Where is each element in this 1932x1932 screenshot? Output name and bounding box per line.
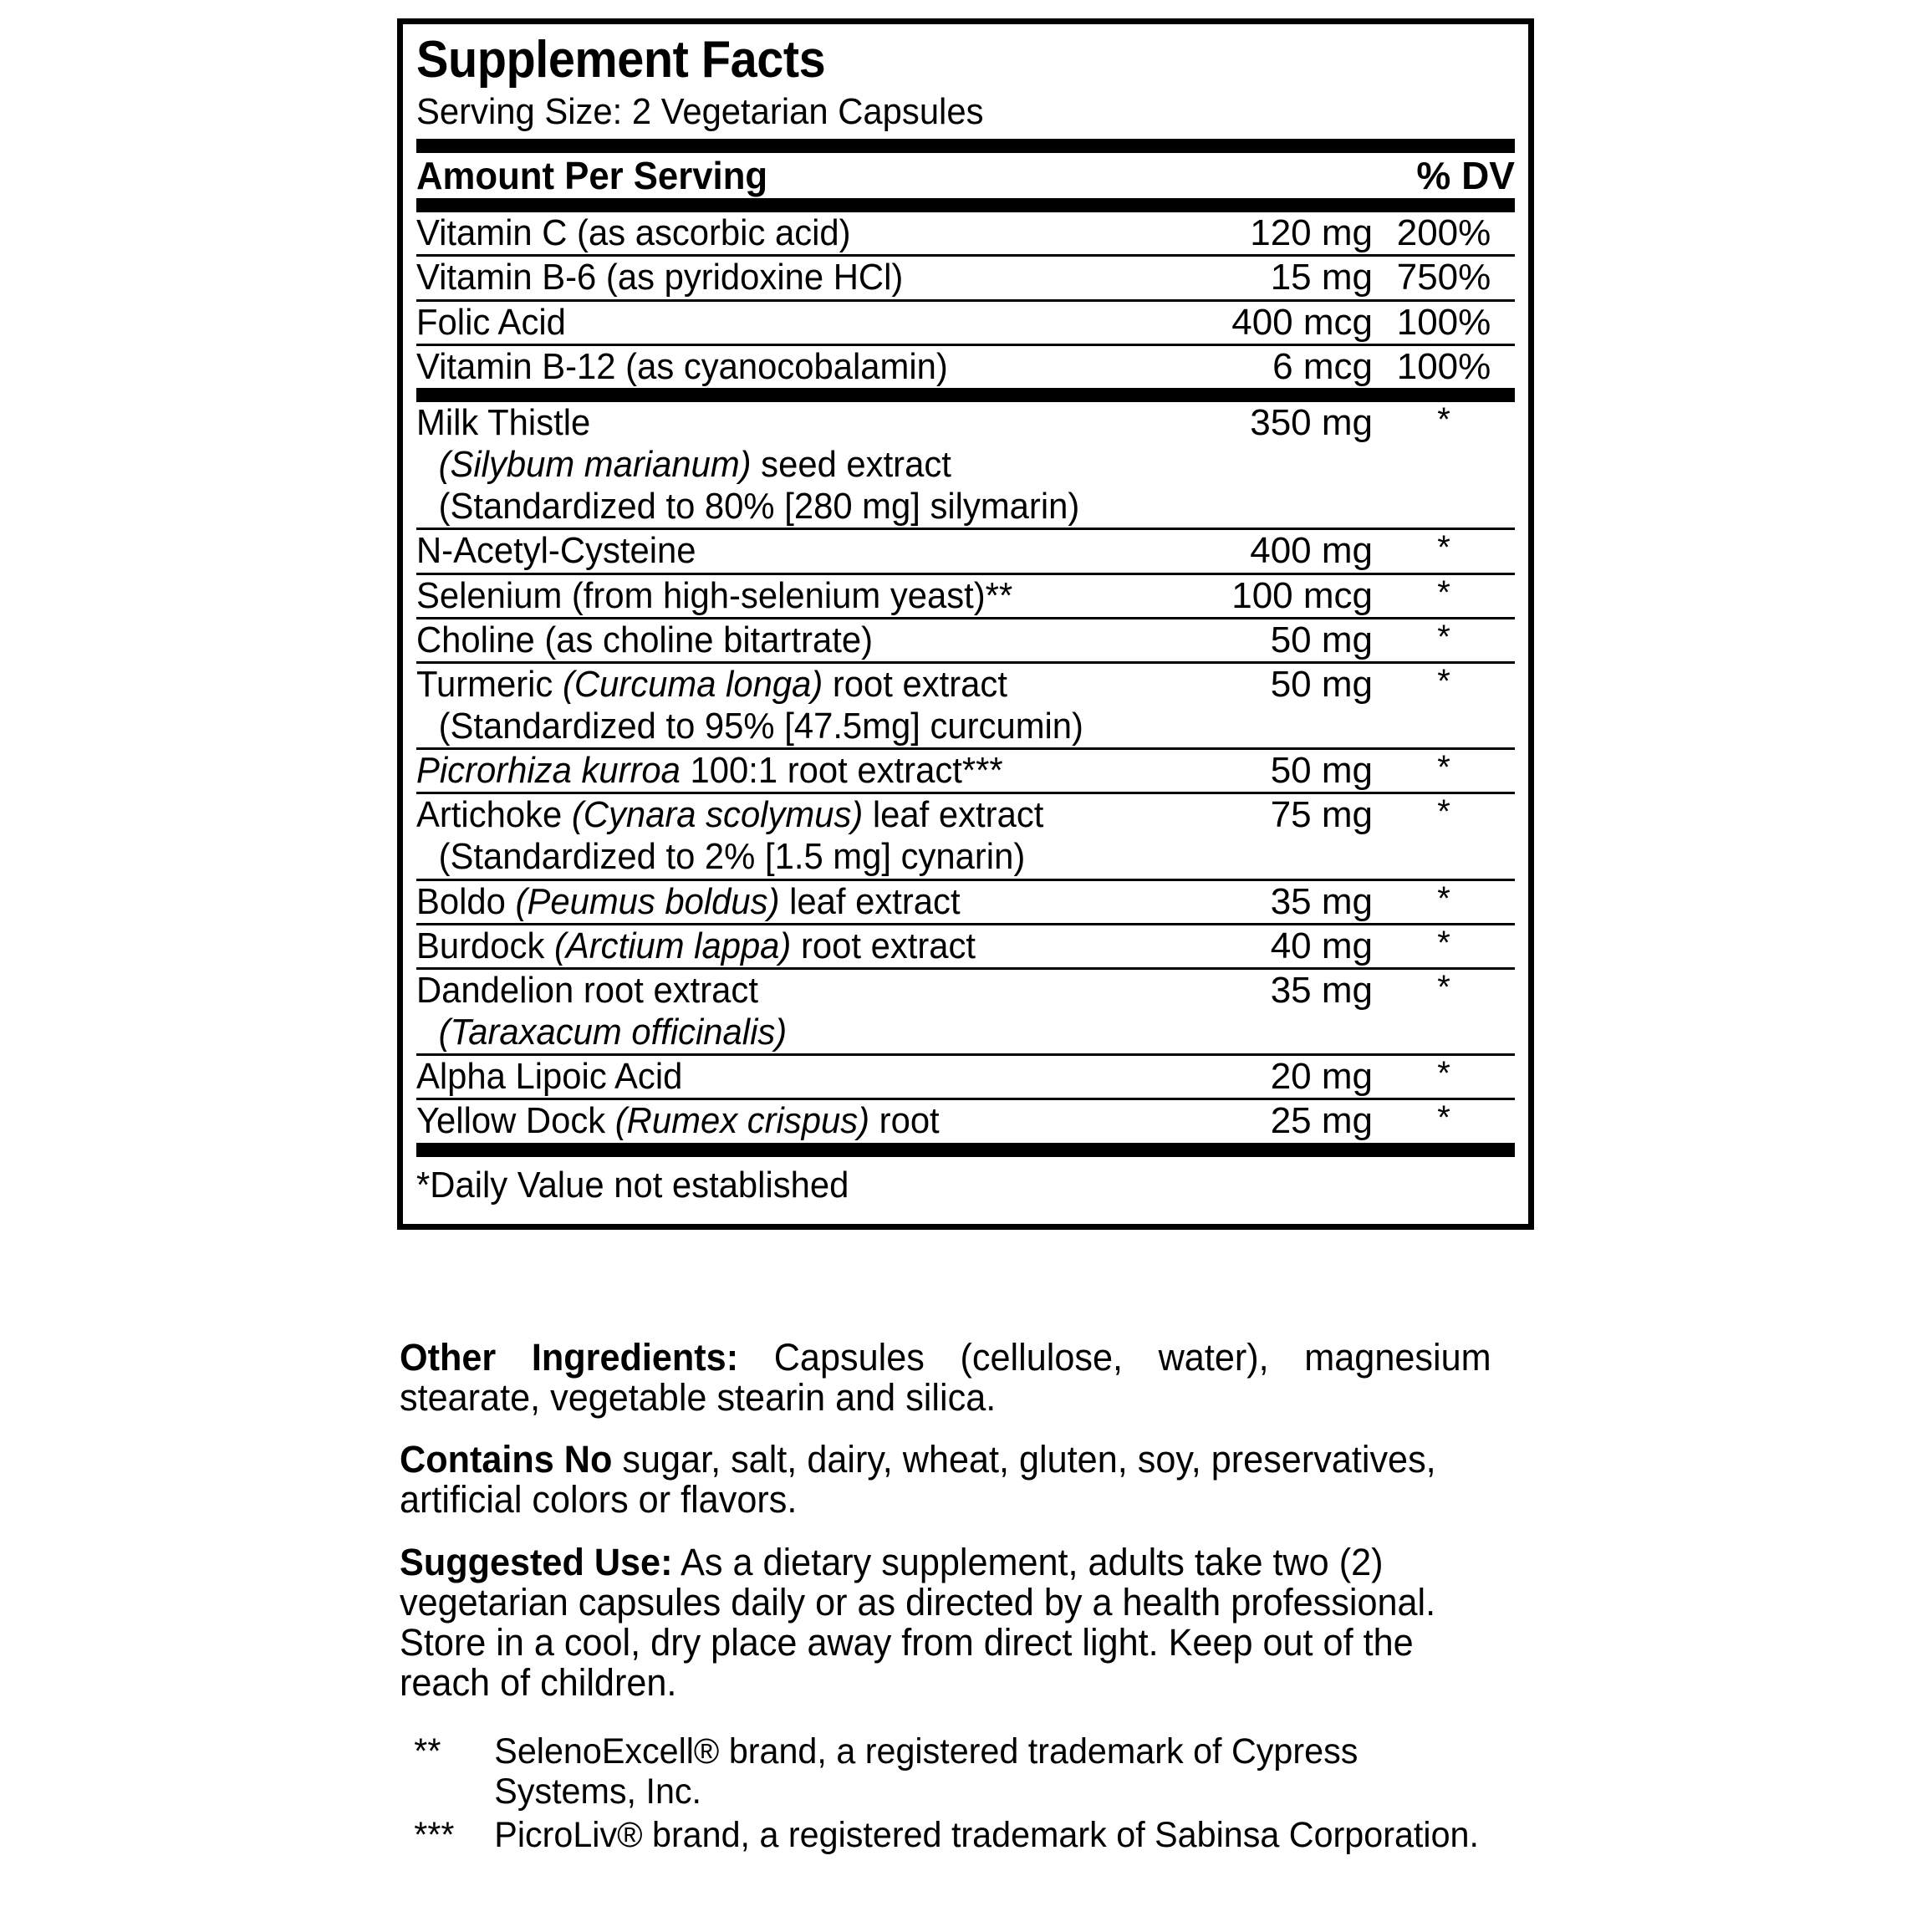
nutrient-amount: 75 mg	[1122, 793, 1373, 879]
nutrient-dv: *	[1373, 573, 1515, 618]
nutrient-dv: *	[1437, 1099, 1450, 1137]
serving-size-text: Serving Size: 2 Vegetarian Capsules	[416, 91, 984, 132]
vitamins-table	[416, 212, 1515, 388]
trademark-note	[400, 1731, 1491, 1812]
divider-heavy-footnote	[416, 1143, 1515, 1157]
nutrient-amount: 20 mg	[1122, 1055, 1373, 1099]
nutrient-name: Folic Acid	[416, 300, 1122, 344]
nutrient-dv: *	[1373, 968, 1515, 1054]
nutrition-table	[416, 153, 1515, 198]
panel-title: Supplement Facts	[416, 31, 826, 89]
nutrient-amount: 400 mcg	[1122, 300, 1373, 344]
nutrient-name: Burdock (Arctium lappa) root extract	[416, 924, 1122, 968]
nutrient-amount: 40 mg	[1122, 924, 1373, 968]
nutrient-name: Artichoke (Cynara scolymus) leaf extract (Standardized to 2% [1.5 mg] cynarin)	[416, 793, 1122, 879]
label-body-text	[400, 1338, 1537, 1859]
nutrient-amount: 6 mcg	[1272, 345, 1373, 387]
nutrient-dv: 100%	[1396, 345, 1491, 387]
nutrient-dv: *	[1373, 1055, 1515, 1099]
header-amount-per-serving: Amount Per Serving	[416, 154, 768, 198]
nutrient-dv: *	[1373, 402, 1515, 529]
nutrient-name: Selenium (from high-selenium yeast)**	[416, 573, 1122, 618]
table-row	[416, 573, 1515, 618]
trademark-notes	[400, 1731, 1537, 1855]
nutrient-amount: 100 mcg	[1122, 573, 1373, 618]
trademark-note-text: PicroLiv® brand, a registered trademark of Sabinsa Corporation.	[494, 1815, 1479, 1856]
divider-heavy-top	[416, 139, 1515, 153]
contains-no-text: sugar, salt, dairy, wheat, gluten, soy, preservatives, artificial colors or flavors.	[400, 1438, 1436, 1522]
nutrient-name: Yellow Dock (Rumex crispus) root	[416, 1100, 940, 1142]
nutrient-dv: 200%	[1373, 212, 1515, 256]
divider-heavy-header	[416, 198, 1515, 212]
nutrient-dv: *	[1373, 662, 1515, 748]
nutrient-dv: 750%	[1373, 256, 1515, 300]
nutrient-name: Vitamin C (as ascorbic acid)	[416, 212, 1122, 256]
nutrient-dv: *	[1373, 618, 1515, 662]
supplement-facts-panel	[397, 18, 1534, 1230]
table-row	[416, 793, 1515, 879]
table-row	[416, 1099, 1515, 1143]
trademark-note-marker: ***	[414, 1815, 455, 1856]
nutrient-dv: *	[1373, 924, 1515, 968]
nutrient-name: N-Acetyl-Cysteine	[416, 529, 1122, 573]
nutrient-amount: 120 mg	[1122, 212, 1373, 256]
table-row	[416, 256, 1515, 300]
nutrient-name: Boldo (Peumus boldus) leaf extract	[416, 879, 1122, 924]
table-row	[416, 618, 1515, 662]
nutrient-dv: 100%	[1373, 300, 1515, 344]
table-row	[416, 212, 1515, 256]
nutrient-name: Alpha Lipoic Acid	[416, 1055, 1122, 1099]
table-row	[416, 879, 1515, 924]
contains-no-label: Contains No	[400, 1438, 613, 1481]
trademark-note-marker: **	[414, 1731, 441, 1772]
header-percent-dv: % DV	[1416, 154, 1515, 198]
contains-no-paragraph	[400, 1440, 1491, 1520]
table-row	[416, 1055, 1515, 1099]
nutrient-amount: 15 mg	[1122, 256, 1373, 300]
nutrient-amount: 350 mg	[1122, 402, 1373, 529]
daily-value-footnote: *Daily Value not established	[416, 1164, 849, 1206]
table-row	[416, 749, 1515, 793]
nutrient-name: Vitamin B-6 (as pyridoxine HCl)	[416, 256, 1122, 300]
trademark-note-text: SelenoExcell® brand, a registered trademark of Cypress Systems, Inc.	[494, 1731, 1359, 1812]
nutrient-dv: *	[1373, 529, 1515, 573]
other-ingredients-label: Other Ingredients:	[400, 1336, 739, 1379]
nutrient-amount: 35 mg	[1122, 968, 1373, 1054]
other-ingredients-text: Capsules (cellulose, water), magnesium stearate, vegetable stearin and silica.	[400, 1336, 1491, 1420]
table-row	[416, 529, 1515, 573]
table-row	[416, 662, 1515, 748]
nutrient-name: Picrorhiza kurroa 100:1 root extract***	[416, 749, 1122, 793]
nutrient-amount: 35 mg	[1122, 879, 1373, 924]
nutrient-dv: *	[1373, 793, 1515, 879]
nutrient-amount: 400 mg	[1122, 529, 1373, 573]
suggested-use-label: Suggested Use:	[400, 1540, 673, 1583]
trademark-note	[400, 1815, 1491, 1855]
nutrient-amount: 50 mg	[1122, 618, 1373, 662]
nutrient-name: Vitamin B-12 (as cyanocobalamin)	[416, 345, 948, 387]
blend-table	[416, 402, 1515, 1143]
nutrient-dv: *	[1373, 879, 1515, 924]
suggested-use-paragraph	[400, 1542, 1491, 1704]
nutrient-name: Choline (as choline bitartrate)	[416, 618, 1122, 662]
table-row	[416, 344, 1515, 388]
nutrient-amount: 50 mg	[1122, 662, 1373, 748]
nutrient-name: Dandelion root extract (Taraxacum officinalis)	[416, 968, 1122, 1054]
nutrient-amount: 25 mg	[1270, 1100, 1373, 1142]
other-ingredients-paragraph	[400, 1338, 1491, 1418]
divider-heavy-blend	[416, 388, 1515, 402]
nutrient-name: Milk Thistle (Silybum marianum) seed extract (Standardized to 80% [280 mg] silymarin)	[416, 402, 1122, 529]
table-row	[416, 402, 1515, 529]
table-row	[416, 300, 1515, 344]
nutrient-dv: *	[1373, 749, 1515, 793]
nutrient-amount: 50 mg	[1122, 749, 1373, 793]
table-row	[416, 924, 1515, 968]
table-header-row	[416, 153, 1515, 198]
suggested-use-text: As a dietary supplement, adults take two (2) vegetarian capsules daily or as directed by a health professional. Store in a cool, dry place away from direct light. Keep out of the reach of children.	[400, 1540, 1436, 1704]
nutrient-name: Turmeric (Curcuma longa) root extract (Standardized to 95% [47.5mg] curcumin)	[416, 662, 1122, 748]
table-row	[416, 968, 1515, 1054]
